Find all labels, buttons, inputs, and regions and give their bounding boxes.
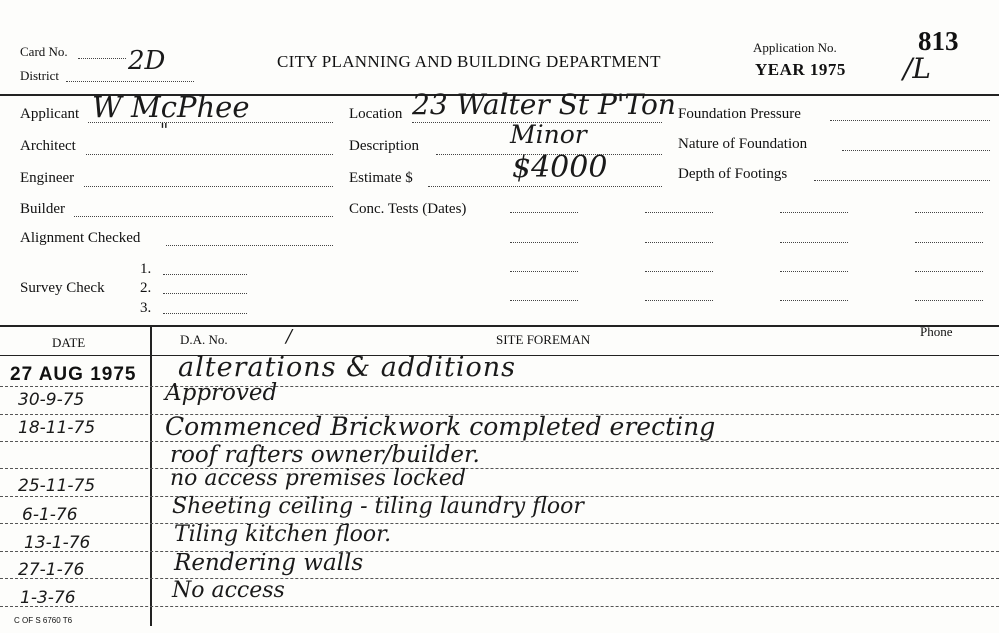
log-row-line [0,468,999,469]
log-row-line [0,606,999,607]
application-no-value: 813 [918,26,959,56]
log-note: Commenced Brickwork completed erecting [165,412,716,441]
log-note: Rendering walls [174,550,364,576]
depth-footings-label: Depth of Footings [678,166,788,182]
nature-foundation-line [842,150,990,151]
architect-line [86,154,333,155]
log-date: 1-3-76 [20,588,76,608]
district-label: District [20,68,59,83]
description-value: Minor [510,120,587,149]
conc-line-b2 [645,242,713,243]
alignment-label: Alignment Checked [20,230,141,246]
log-note: No access [172,578,285,603]
location-label: Location [349,106,403,122]
application-no-label: Application No. [753,40,837,55]
conc-line-a2 [510,242,578,243]
estimate-value: $4000 [512,150,608,185]
alignment-line [166,245,333,246]
log-date: 18-11-75 [18,418,96,438]
log-date: 13-1-76 [24,533,91,553]
survey-line-3 [163,313,247,314]
date-column-label: DATE [52,335,86,350]
survey-line-1 [163,274,247,275]
conc-line-c2 [780,242,848,243]
architect-label: Architect [20,138,76,154]
engineer-label: Engineer [20,170,75,186]
log-note: Sheeting ceiling - tiling laundry floor [172,494,584,519]
survey-item-2: 2. [140,280,152,296]
conc-line-a4 [510,300,578,301]
card-no-line [78,58,126,59]
log-date: 27-1-76 [18,560,85,580]
conc-tests-label: Conc. Tests (Dates) [349,201,467,217]
description-label: Description [349,138,419,154]
architect-value: " [160,120,169,141]
log-note: no access premises locked [170,466,466,491]
site-foreman-label: SITE FOREMAN [496,332,591,347]
conc-line-d4 [915,300,983,301]
log-note: alterations & additions [178,352,517,383]
survey-item-3: 3. [140,300,152,316]
builder-line [74,216,333,217]
log-note: Approved [165,380,278,406]
card-no-value: 2D [128,46,166,76]
log-row-line [0,551,999,552]
survey-check-label: Survey Check [20,280,105,296]
phone-label: Phone [920,324,953,339]
foundation-pressure-line [830,120,990,121]
conc-line-d3 [915,271,983,272]
log-date-stamp: 27 AUG 1975 [10,364,137,385]
conc-line-b4 [645,300,713,301]
log-note: Tiling kitchen floor. [174,522,392,547]
conc-line-a3 [510,271,578,272]
engineer-line [84,186,333,187]
conc-line-d1 [915,212,983,213]
estimate-label: Estimate $ [349,170,413,186]
log-date: 25-11-75 [18,476,96,496]
da-no-value: / [286,326,293,347]
survey-line-2 [163,293,247,294]
application-mark: /L [903,52,932,85]
da-no-label: D.A. No. [180,332,228,347]
depth-footings-line [814,180,990,181]
estimate-line [428,186,662,187]
log-row-line [0,578,999,579]
conc-line-c1 [780,212,848,213]
survey-item-1: 1. [140,261,152,277]
year-label: YEAR 1975 [755,60,846,79]
builder-label: Builder [20,201,65,217]
district-line [66,81,194,82]
log-date: 30-9-75 [18,390,85,410]
location-value: 23 Walter St P'Ton [412,88,676,121]
department-title: CITY PLANNING AND BUILDING DEPARTMENT [277,52,661,71]
log-note: roof rafters owner/builder. [170,442,480,468]
log-row-line [0,523,999,524]
conc-line-c3 [780,271,848,272]
card-no-label: Card No. [20,44,68,59]
form-code: C OF S 6760 T6 [14,616,73,625]
log-date: 6-1-76 [22,505,78,525]
date-column-divider [150,326,152,626]
conc-line-a1 [510,212,578,213]
applicant-label: Applicant [20,106,80,122]
conc-line-b1 [645,212,713,213]
foundation-pressure-label: Foundation Pressure [678,106,801,122]
log-row-line [0,441,999,442]
log-row-line [0,386,999,387]
nature-foundation-label: Nature of Foundation [678,136,808,152]
applicant-value: W McPhee [92,90,250,124]
conc-line-d2 [915,242,983,243]
conc-line-c4 [780,300,848,301]
conc-line-b3 [645,271,713,272]
